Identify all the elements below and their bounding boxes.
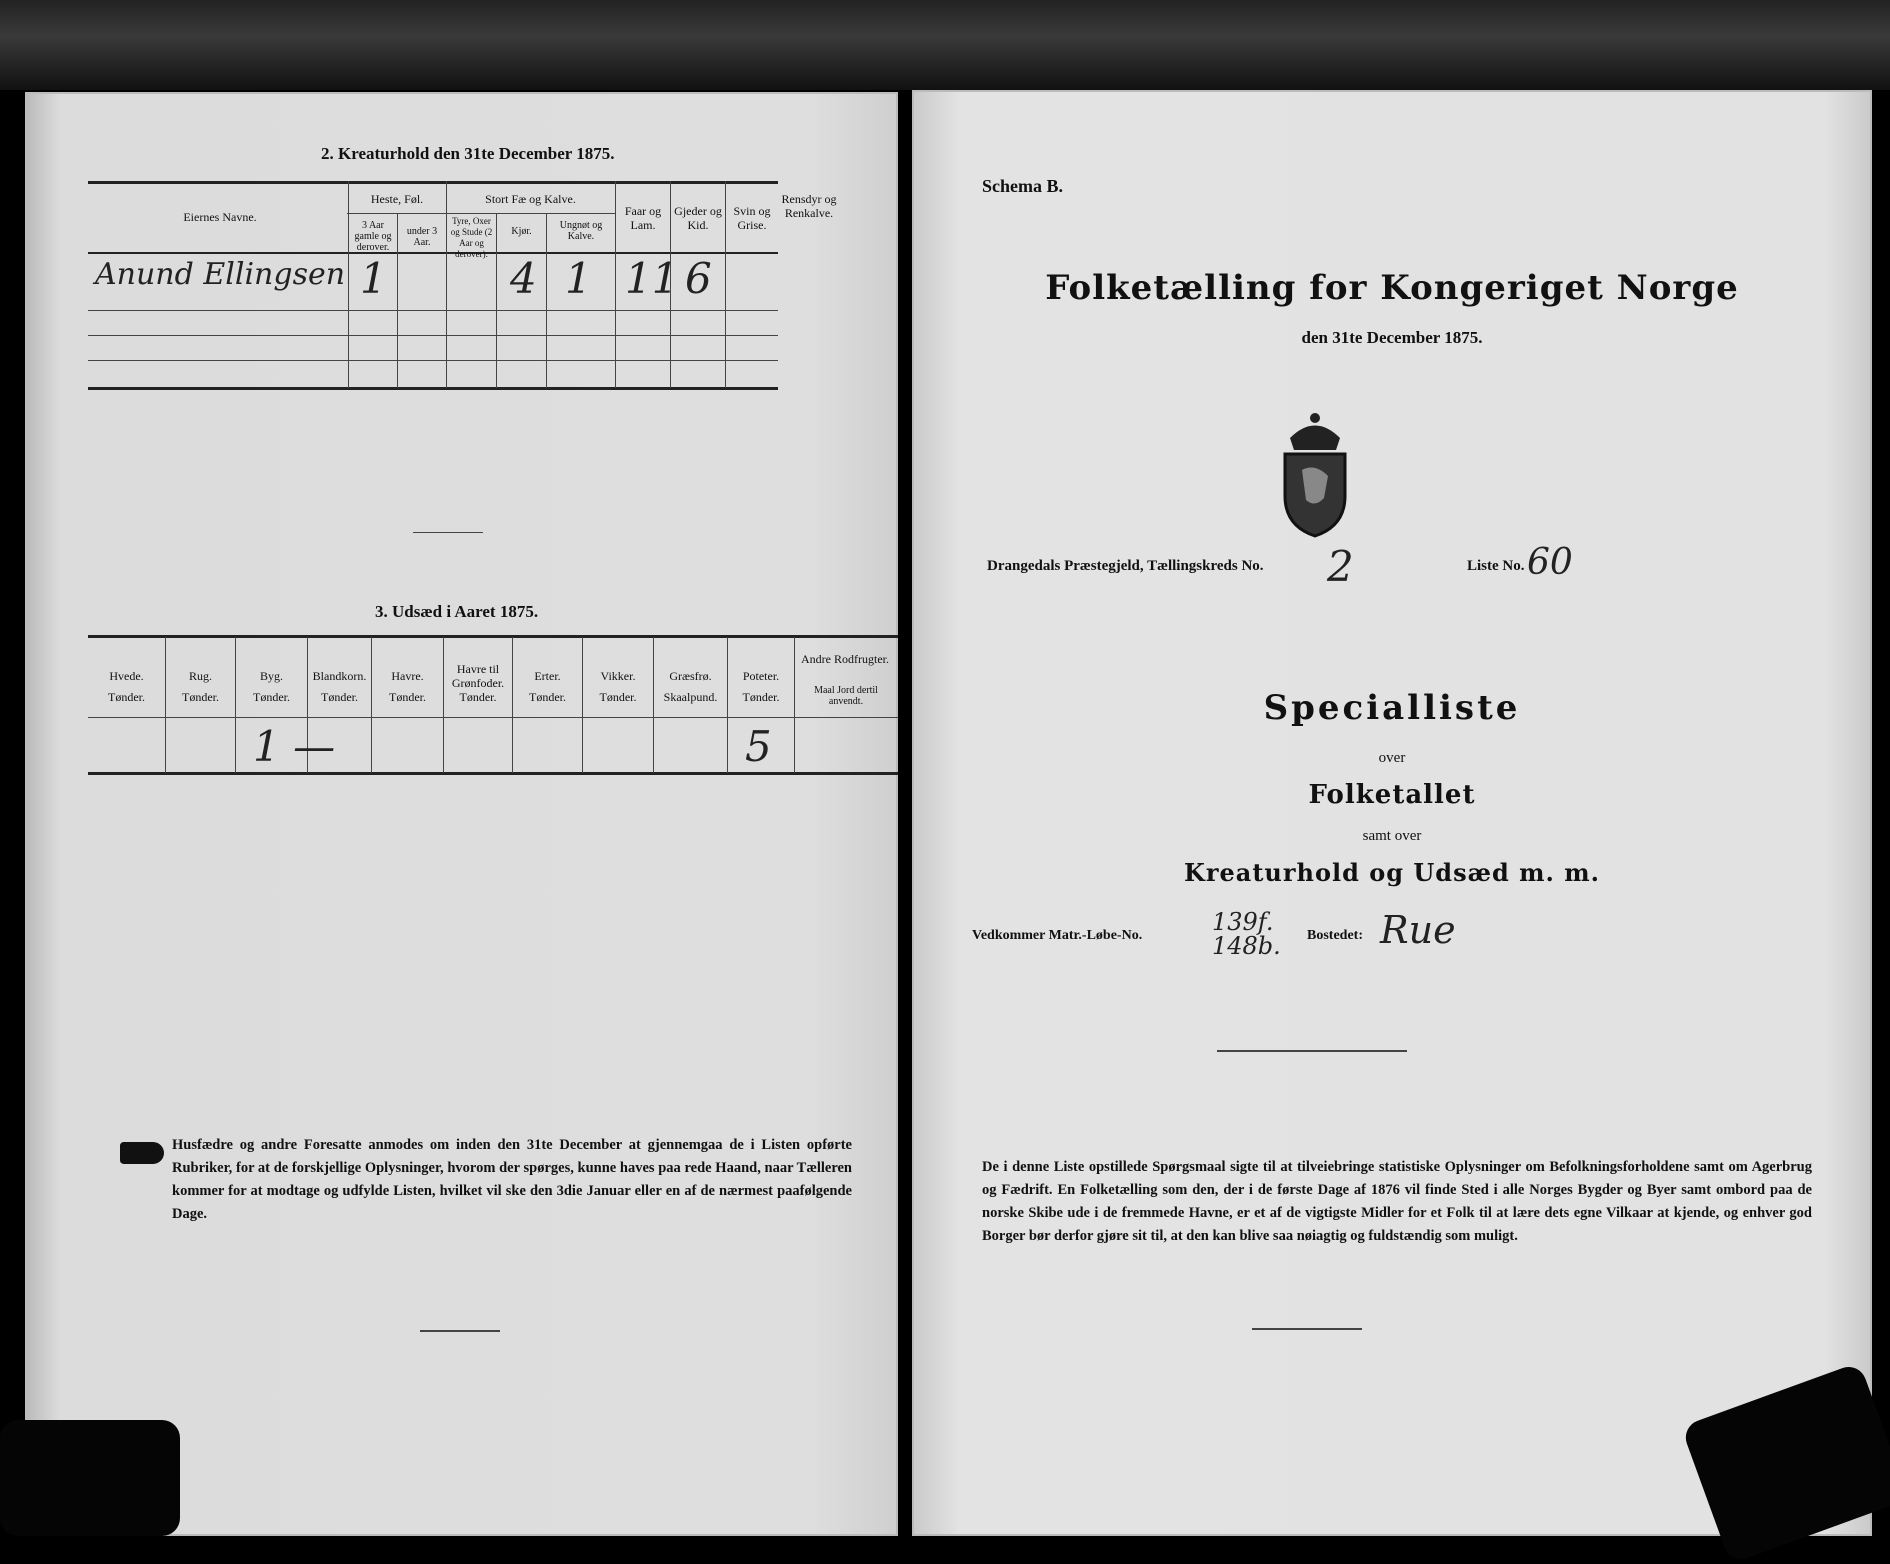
livestock-title: 2. Kreaturhold den 31te December 1875. bbox=[321, 144, 615, 163]
header-green-fodder: Havre til Grønfoder. bbox=[451, 662, 505, 690]
livestock-seed-title: Kreaturhold og Udsæd m. m. bbox=[1184, 858, 1600, 887]
table-rule bbox=[727, 637, 728, 773]
table-rule bbox=[496, 213, 497, 388]
header-oats: Havre. bbox=[391, 669, 424, 683]
separator bbox=[1252, 1328, 1362, 1330]
value-barley: 1 — bbox=[253, 722, 336, 771]
table-rule bbox=[348, 181, 349, 388]
table-rule bbox=[88, 635, 898, 638]
value-horses-old: 1 bbox=[360, 254, 387, 303]
specialliste-title: Specialliste bbox=[1263, 688, 1521, 728]
header-pigs: Svin og Grise. bbox=[733, 204, 771, 232]
main-title: Folketælling for Kongeriget Norge bbox=[1045, 268, 1739, 308]
header-root-crops: Andre Rodfrugter. bbox=[801, 652, 889, 666]
header-vetch: Vikker. bbox=[600, 669, 636, 683]
left-page bbox=[25, 92, 898, 1536]
table-rule bbox=[88, 772, 898, 775]
table-rule bbox=[88, 360, 778, 361]
header-root-crops-unit: Maal Jord dertil anvendt. bbox=[814, 685, 878, 707]
header-horses-young: under 3 Aar. bbox=[406, 226, 438, 248]
bosted-label: Bostedet: bbox=[1307, 928, 1363, 943]
table-rule bbox=[88, 387, 778, 390]
value-goats: 6 bbox=[685, 254, 712, 303]
header-grass-seed: Græsfrø. bbox=[669, 669, 712, 683]
list-label: Liste No. bbox=[1467, 558, 1525, 574]
right-page bbox=[912, 90, 1872, 1536]
table-rule bbox=[88, 310, 778, 311]
table-rule bbox=[347, 213, 615, 214]
scan-background-strip bbox=[0, 0, 1890, 90]
schema-label: Schema B. bbox=[982, 176, 1063, 196]
seed-title: 3. Udsæd i Aaret 1875. bbox=[375, 602, 539, 621]
parish-label: Drangedals Præstegjeld, Tællingskreds No. bbox=[987, 558, 1264, 574]
over-text: over bbox=[1378, 750, 1406, 766]
table-rule bbox=[512, 637, 513, 773]
scanner-clip-left bbox=[0, 1420, 180, 1536]
header-peas-unit: Tønder. bbox=[529, 690, 566, 704]
header-horses: Heste, Føl. bbox=[370, 192, 424, 206]
samt-over-text: samt over bbox=[1362, 828, 1422, 844]
header-potatoes: Poteter. bbox=[742, 669, 780, 683]
bottom-text: De i denne Liste opstillede Spørgsmaal sigte til at tilveiebringe statistiske Oplysninger om Befolkningsforholdene samt om Agerbrug og Fædrift. En Folketælling som den, der i de første Dage af 1876 vil finde Sted i alle Norges Bygder og Byer samt ombord paa de norske Skibe ude i de fremmede Havne, er et af de vigtigste Midler for et Folk til at lære dets egne Vilkaar at kjende, og enhver god Borger bør derfor gjøre sit til, at den kan blive saa nøiagtig og fuldstændig som muligt. bbox=[982, 1159, 1812, 1244]
header-bulls: Tyre, Oxer og Stude (2 Aar og derover). bbox=[450, 216, 493, 259]
notice-text: Husfædre og andre Foresatte anmodes om inden den 31te December at gjennemgaa de i Listen opførte Rubriker, for at de forskjellige Oplysninger, hvorom der spørges, kunne haves paa rede Haand, naar Tælleren kommer for at modtage og udfylde Listen, hvilket vil ske den 3die Januar eller en af de nærmest paafølgende Dage. bbox=[172, 1137, 852, 1222]
header-green-fodder-unit: Tønder. bbox=[459, 690, 497, 704]
matr-number: 139f. 148b. bbox=[1212, 908, 1281, 960]
owner-name: Anund Ellingsen bbox=[95, 257, 346, 292]
table-rule bbox=[235, 637, 236, 773]
header-oats-unit: Tønder. bbox=[389, 690, 426, 704]
table-rule bbox=[615, 181, 616, 388]
header-reindeer: Rensdyr og Renkalve. bbox=[781, 192, 837, 220]
table-rule bbox=[443, 637, 444, 773]
separator bbox=[420, 1330, 500, 1332]
coat-of-arms-icon bbox=[1270, 408, 1360, 538]
table-rule bbox=[165, 637, 166, 773]
list-number: 60 bbox=[1527, 542, 1573, 583]
header-horses-old: 3 Aar gamle og derover. bbox=[354, 220, 392, 253]
header-cattle: Stort Fæ og Kalve. bbox=[485, 192, 576, 206]
header-cows: Kjør. bbox=[511, 226, 532, 237]
header-potatoes-unit: Tønder. bbox=[742, 690, 780, 704]
header-grass-seed-unit: Skaalpund. bbox=[663, 690, 718, 704]
matr-label: Vedkommer Matr.-Løbe-No. bbox=[972, 928, 1143, 943]
district-number: 2 bbox=[1327, 542, 1354, 591]
header-peas: Erter. bbox=[534, 669, 561, 683]
table-rule bbox=[88, 335, 778, 336]
header-rye-unit: Tønder. bbox=[182, 690, 219, 704]
header-barley-unit: Tønder. bbox=[253, 690, 290, 704]
table-rule bbox=[653, 637, 654, 773]
header-goats: Gjeder og Kid. bbox=[674, 204, 722, 232]
header-mixed-grain-unit: Tønder. bbox=[321, 690, 358, 704]
separator bbox=[413, 532, 483, 533]
table-rule bbox=[446, 181, 447, 388]
header-vetch-unit: Tønder. bbox=[599, 690, 637, 704]
header-wheat: Hvede. bbox=[109, 669, 144, 683]
separator bbox=[1217, 1050, 1407, 1052]
census-date: den 31te December 1875. bbox=[1301, 328, 1483, 347]
pointing-hand-icon bbox=[120, 1142, 164, 1164]
header-rye: Rug. bbox=[188, 669, 212, 683]
header-owner: Eiernes Navne. bbox=[183, 210, 257, 224]
header-mixed-grain: Blandkorn. bbox=[312, 669, 367, 683]
value-sheep: 11 bbox=[625, 254, 679, 303]
header-barley: Byg. bbox=[259, 669, 283, 683]
bosted-value: Rue bbox=[1380, 908, 1456, 952]
table-rule bbox=[88, 717, 898, 718]
value-young-cattle: 1 bbox=[565, 254, 592, 303]
value-potatoes: 5 bbox=[745, 722, 772, 771]
table-rule bbox=[88, 181, 778, 184]
header-young-cattle: Ungnøt og Kalve. bbox=[559, 220, 603, 242]
table-rule bbox=[371, 637, 372, 773]
value-cows: 4 bbox=[510, 254, 537, 303]
header-wheat-unit: Tønder. bbox=[108, 690, 145, 704]
folketallet-title: Folketallet bbox=[1308, 780, 1476, 810]
header-sheep: Faar og Lam. bbox=[624, 204, 662, 232]
table-rule bbox=[582, 637, 583, 773]
